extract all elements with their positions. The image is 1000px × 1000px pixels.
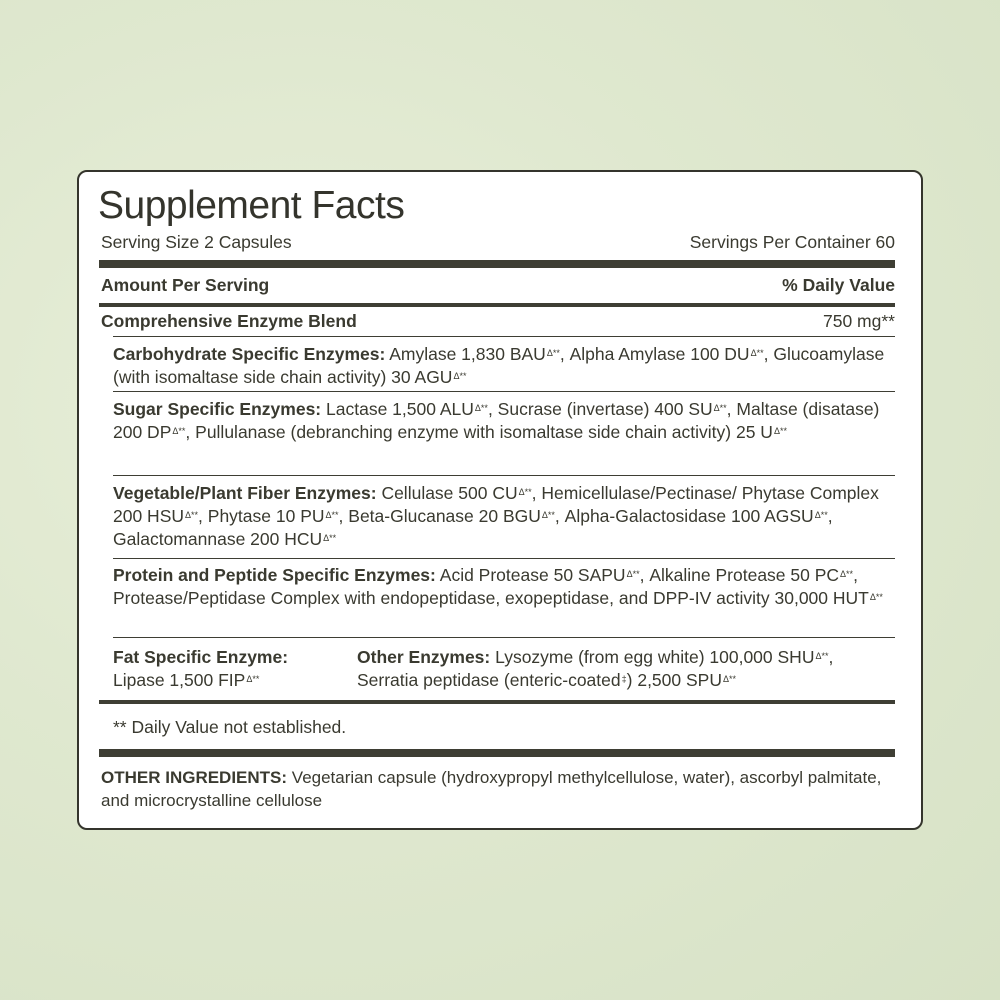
enzyme-item: Hemicellulase/Pectinase/ Phytase Complex 200 HSU (113, 483, 879, 526)
group-heading: Vegetable/Plant Fiber Enzymes: (113, 483, 377, 503)
amount-per-serving-label: Amount Per Serving (101, 275, 270, 295)
footnote-mark: Δ** (323, 533, 337, 543)
enzyme-item: Lysozyme (from egg white) 100,000 SHU (495, 647, 815, 667)
fat-enzyme (113, 646, 343, 692)
group-heading: Fat Specific Enzyme: (113, 647, 289, 667)
blend-row (101, 311, 895, 332)
serving-size: Serving Size 2 Capsules (101, 232, 292, 252)
footnote-mark: Δ** (172, 426, 186, 436)
footnote-mark: Δ** (815, 651, 829, 661)
footnote-mark: Δ** (185, 510, 199, 520)
enzyme-item: Protease/Peptidase Complex with endopeptidase, exopeptidase, and DPP-IV activity 30,000 HUT (113, 588, 869, 608)
enzyme-item: Amylase 1,830 BAU (389, 344, 546, 364)
thin-divider (113, 637, 895, 638)
supplement-facts-panel (77, 170, 923, 830)
enzyme-item: Acid Protease 50 SAPU (439, 565, 626, 585)
daily-value-note: ** Daily Value not established. (113, 717, 347, 737)
footnote-mark: Δ** (814, 510, 828, 520)
panel-title: Supplement Facts (98, 184, 405, 227)
footnote-mark: Δ** (750, 348, 764, 358)
carbohydrate-enzymes: Carbohydrate Specific Enzymes: Amylase 1,830 $BAU^{\Delta**}$, Alpha Amylase 100 $DU^{\Delta**}$, Glucoamylase (with isomaltase side chain activity) 30 $AGU^{\Delta**}$ (113, 344, 885, 387)
sugar-enzymes: Sugar Specific Enzymes: Lactase 1,500 $ALU^{\Delta**}$, Sucrase (invertase) 400 $SU^{\Delta**}$, Maltase (disatase) 200 $DP^{\Delta**}$, Pullulanase (debranching enzyme with isomaltase side chain activity) 25 $U^{\Delta**}$ (113, 399, 880, 442)
blend-amount: 750 mg** (823, 311, 895, 331)
enzyme-item: Serratia peptidase (enteric-coated (357, 670, 621, 690)
enzyme-item: Sucrase (invertase) 400 SU (497, 399, 713, 419)
other-ingredients (101, 766, 895, 812)
enzyme-item: Lactase 1,500 ALU (326, 399, 474, 419)
footnote-mark: Δ** (722, 674, 736, 684)
footnote-mark: Δ** (246, 674, 260, 684)
footnote-mark: Δ** (773, 426, 787, 436)
other-enzymes: Other Enzymes: Lysozyme (from egg white) 100,000 $SHU^{\Delta**}$, Serratia peptidase (enteric-coated‡) 2,500 $SPU^{\Delta**}$ (357, 647, 834, 690)
group-heading: Sugar Specific Enzymes: (113, 399, 322, 419)
enzyme-item: Lipase 1,500 FIP (113, 670, 246, 690)
medium-divider (99, 700, 895, 704)
daily-value-header: % Daily Value (782, 275, 895, 295)
enzyme-item: ) 2,500 SPU (626, 670, 722, 690)
footnote-mark: Δ** (869, 592, 883, 602)
thick-divider (99, 260, 895, 268)
thin-divider (113, 391, 895, 392)
enzyme-item: Cellulase 500 CU (381, 483, 518, 503)
enzyme-item: Alpha-Galactosidase 100 AGSU (564, 506, 814, 526)
servings-per-container: Servings Per Container 60 (689, 232, 895, 252)
enzyme-item: Beta-Glucanase 20 BGU (348, 506, 541, 526)
enzyme-item: Pullulanase (debranching enzyme with isomaltase side chain activity) 25 U (195, 422, 773, 442)
group-heading: Carbohydrate Specific Enzymes: (113, 344, 386, 364)
enzyme-item: Alpha Amylase 100 DU (569, 344, 750, 364)
plant-fiber-enzymes: Vegetable/Plant Fiber Enzymes: Cellulase 500 $CU^{\Delta**}$, Hemicellulase/Pectinase/ Phytase Complex 200 $HSU^{\Delta**}$, Phytase 10 $PU^{\Delta**}$, Beta-Glucanase 20 $BGU^{\Delta**}$, Alpha-Galactosidase 100 $AGSU^{\Delta**}$, Galactomannase 200 $HCU^{\Delta**}$ (113, 483, 879, 549)
footnote-mark: Δ** (713, 403, 727, 413)
serving-info (101, 232, 895, 253)
footnote-mark: Δ** (474, 403, 488, 413)
medium-divider (99, 303, 895, 307)
thick-divider (99, 749, 895, 757)
enzyme-item: Alkaline Protease 50 PC (649, 565, 840, 585)
footnote-mark: Δ** (541, 510, 555, 520)
protein-peptide-enzymes: Protein and Peptide Specific Enzymes: Acid Protease 50 $SAPU^{\Delta**}$, Alkaline Protease 50 $PC^{\Delta**}$, Protease/Peptidase Complex with endopeptidase, exopeptidase, and DPP-IV activity 30,000 $HUT^{\Delta**}$ (113, 565, 883, 608)
dagger-mark: ‡ (621, 674, 627, 684)
footnote-mark: Δ** (546, 348, 560, 358)
thin-divider (113, 336, 895, 337)
footnote-mark: Δ** (626, 569, 640, 579)
footnote-mark: Δ** (840, 569, 854, 579)
enzyme-item: Maltase (disatase) 200 DP (113, 399, 880, 442)
thin-divider (113, 558, 895, 559)
group-heading: Other Enzymes: (357, 647, 491, 667)
other-ingredients-text: Vegetarian capsule (hydroxypropyl methylcellulose, water), ascorbyl palmitate, and microcrystalline cellulose (101, 768, 882, 810)
footnote-mark: Δ** (453, 371, 467, 381)
thin-divider (113, 475, 895, 476)
enzyme-item: Phytase 10 PU (207, 506, 325, 526)
footnote-mark: Δ** (325, 510, 339, 520)
blend-name: Comprehensive Enzyme Blend (101, 311, 357, 331)
group-heading: Protein and Peptide Specific Enzymes: (113, 565, 436, 585)
amount-header-row (101, 275, 895, 296)
enzyme-item: Glucoamylase (with isomaltase side chain activity) 30 AGU (113, 344, 885, 387)
other-ingredients-heading: OTHER INGREDIENTS: (101, 768, 288, 787)
enzyme-item: Galactomannase 200 HCU (113, 529, 323, 549)
footnote-mark: Δ** (518, 487, 532, 497)
